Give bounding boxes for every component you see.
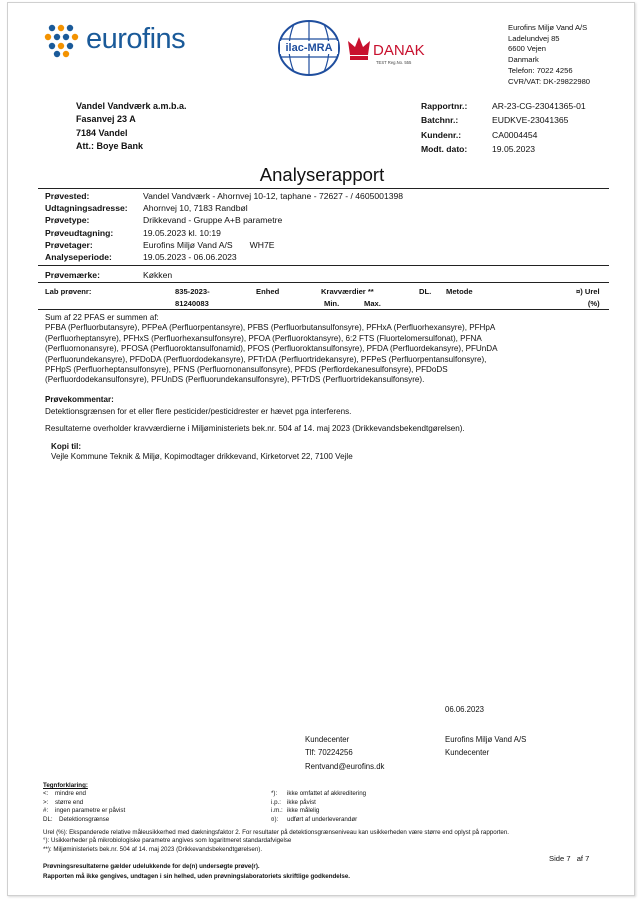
legend-note: °): Usikkerheder på mikrobiologiske parametre angives som logaritmeret standardafvigelse [43,837,292,845]
info-row [45,239,403,251]
info-value: Eurofins Miljø Vand A/S [143,239,233,250]
col-lab-sample: Lab prøvenr: [45,287,92,296]
info-row [45,251,403,263]
eurofins-logo [40,15,200,59]
pfas-line: (Perfluorheptansyre), PFHxS (Perfluorhexansulfonsyre), PFOA (Perfluoroktansyre), 6:2 FTS (Fluortelomersulfonat), PFNA [45,333,482,343]
col-lab-number [175,286,210,309]
legend-value: mindre end [55,790,86,798]
page-current: 7 [566,854,571,863]
sampler-code: WH7E [249,239,275,250]
col-min: Min. [324,298,340,308]
info-value: Ahornvej 10, 7183 Randbøl [143,203,248,214]
pfas-line: PFHpS (Perfluorheptansulfonsyre), PFNS (Perfluornonansulfonsyre), PFDS (Perflordekanesulfonsyre), PFDoDS [45,365,448,375]
legend-value: ikke målelig [287,807,320,815]
legend-value: ikke påvist [287,798,316,806]
info-value: 19.05.2023 - 06.06.2023 [143,252,237,263]
comment-text: Detektionsgrænsen for et eller flere pesticider/pesticidrester er hævet pga interferens. [45,407,352,417]
info-value: Drikkevand - Gruppe A+B parametre [143,215,283,226]
contact-line: Tlf: 70224256 [305,748,353,758]
ilac-globe-icon [276,19,342,77]
report-meta [421,99,586,157]
legend [43,782,623,854]
divider [38,265,609,266]
result-text: Resultaterne overholder kravværdierne i Miljøministeriets bek.nr. 504 af 14. maj 2023 (Drikkevandsbekendtgørelsen). [45,423,465,433]
lab-number-line: 835-2023- [175,287,210,296]
col-max: Max. [364,298,381,308]
address-line: Eurofins Miljø Vand A/S [508,23,588,32]
legend-row [43,799,623,807]
report-body [45,313,605,463]
contact-line: Kundecenter [305,735,350,744]
eurofins-logo-mark-icon [44,23,80,59]
info-row [45,227,403,239]
recipient-line: 7184 Vandel [76,127,128,138]
info-label: Analyseperiode: [45,252,112,263]
lab-address [508,23,590,87]
legend-key: ¤): [271,815,279,823]
ilac-text: ilac-MRA [285,42,333,54]
address-line: 6600 Vejen [508,44,547,54]
copy-text: Vejle Kommune Teknik & Miljø, Kopimodtager drikkevand, Kirketorvet 22, 7100 Vejle [51,452,353,462]
sample-mark-label: Prøvemærke: [45,270,100,280]
address-line: Ladelundvej 85 [508,33,560,43]
address-line: Danmark [508,55,539,65]
pfas-line: (Perfluordodekansulfonsyre), PFUnDS (Perfluorundekansulfonsyre), PFTrDS (Perfluortridekansulfonsyre). [45,375,425,385]
legend-row [43,816,623,824]
meta-row-received-date [421,142,586,156]
page-label: Side [549,854,565,863]
legend-key: <: [43,790,49,798]
col-unit: Enhed [256,287,280,296]
legend-key: DL: [43,815,53,823]
legend-value: udført af underleverandør [287,815,358,823]
report-page [7,2,635,896]
contact-line: Rentvand@eurofins.dk [305,761,385,771]
address-line: Telefon: 7022 4256 [508,65,573,75]
divider [38,188,609,189]
legend-value: større end [55,798,84,806]
legend-value: Detektionsgrænse [59,815,110,823]
report-date: 06.06.2023 [445,705,485,714]
page-total: 7 [585,854,590,863]
sample-mark-value: Køkken [143,270,173,280]
comment-heading: Prøvekommentar: [45,394,114,404]
contact-line: Kundecenter [445,748,490,758]
legend-row [43,790,623,798]
meta-value: 19.05.2023 [492,144,536,155]
danak-crown-icon [346,29,436,69]
legend-urel: Urel (%): Ekspanderede relative måleusikkerhed med dækningsfaktor 2. For resultater på detektionsgrænseniveau kan usikkerheden være større end oplyst på rapporten. [43,828,510,836]
lab-number-line: 81240083 [175,298,209,308]
danak-sub: TEST Reg.No. 555 [376,60,412,65]
info-value: 19.05.2023 kl. 10:19 [143,227,221,238]
col-requirements [321,286,381,309]
info-label: Prøvetype: [45,215,90,226]
page-number [549,854,589,863]
meta-label: Rapportnr.: [421,101,468,111]
info-value: Vandel Vandværk - Ahornvej 10-12, taphane - 72627 - / 4605001398 [143,191,404,201]
legend-key: #: [43,807,49,815]
contact-left [305,733,384,773]
meta-value: AR-23-CG-23041365-01 [492,101,586,111]
recipient-line: Att.: Boye Bank [76,141,144,152]
danak-text: DANAK [373,42,425,59]
info-label: Prøveudtagning: [45,227,114,238]
uncertainty-label: ¤) Urel [576,287,600,296]
legend-note: **): Miljøministeriets bek.nr. 504 af 14. maj 2023 (Drikkevandsbekendtgørelsen). [43,845,263,853]
recipient-line: Vandel Vandværk a.m.b.a. [76,101,187,111]
legend-row [43,807,623,815]
divider [38,282,609,283]
meta-value: EUDKVE-23041365 [492,115,569,126]
pfas-line: PFBA (Perfluorbutansyre), PFPeA (Perfluorpentansyre), PFBS (Perfluorbutansulfonsyre), PFHxA (Perfluorhexansyre), PFHpA [45,323,496,333]
requirements-label: Kravværdier ** [321,287,374,296]
legend-heading: Tegnforklaring: [43,782,88,789]
legend-key: *): [271,790,278,798]
ilac-mra-logo [276,19,342,77]
info-row [45,214,403,226]
info-label: Prøvetager: [45,239,93,250]
info-row [45,190,403,202]
legend-key: >: [43,798,49,806]
info-row [45,202,403,214]
pfas-line: Sum af 22 PFAS er summen af: [45,313,159,322]
recipient-line: Fasanvej 23 A [76,114,136,125]
meta-row-report-no [421,99,586,113]
logo-wordmark: eurofins [86,23,186,55]
col-dl: DL. [419,287,432,296]
info-label: Prøvested: [45,191,90,201]
meta-row-batch-no [421,113,586,127]
footer-line: Rapporten må ikke gengives, undtagen i sin helhed, uden prøvningslaboratoriets skriftlige godkendelse. [43,873,351,880]
meta-label: Kundenr.: [421,129,462,140]
col-uncertainty [576,286,600,309]
meta-label: Batchnr.: [421,115,459,126]
address-line: CVR/VAT: DK-29822980 [508,76,591,86]
divider [38,309,609,310]
uncertainty-unit: (%) [587,298,600,308]
page-of: af [576,854,584,863]
footer-line: Prøvningsresultaterne gælder udelukkende for de(n) undersøgte prøve(r). [43,863,260,870]
footer-notice [43,862,350,882]
sample-mark [45,270,172,280]
legend-key: i.p.: [271,798,281,806]
meta-value: CA0004454 [492,129,538,140]
meta-row-customer-no [421,128,586,142]
legend-key: i.m.: [271,807,283,815]
recipient-block [76,100,187,154]
page-title: Analyserapport [259,164,385,185]
copy-heading: Kopi til: [51,442,82,452]
danak-logo [346,29,436,69]
contact-line: Eurofins Miljø Vand A/S [445,735,527,744]
legend-value: ikke omfattet af akkreditering [287,790,367,798]
pfas-line: (Perfluornonansyre), PFOSA (Perfluoroktansulfonamid), PFOS (Perfluoroktansulfonsyre), PFDA (Perfluordekansyre), PFUnDA [45,344,498,354]
col-method: Metode [446,287,473,296]
legend-value: ingen parametre er påvist [55,807,126,815]
contact-right [445,733,526,760]
info-label: Udtagningsadresse: [45,203,128,214]
meta-label: Modt. dato: [421,144,468,155]
pfas-line: (Perfluorundekansyre), PFDoDA (Perfluordodekansyre), PFTrDA (Perfluortridekansyre), PFPeS (Perfluorpentansulfonsyre), [45,354,487,364]
sample-info [45,190,403,263]
